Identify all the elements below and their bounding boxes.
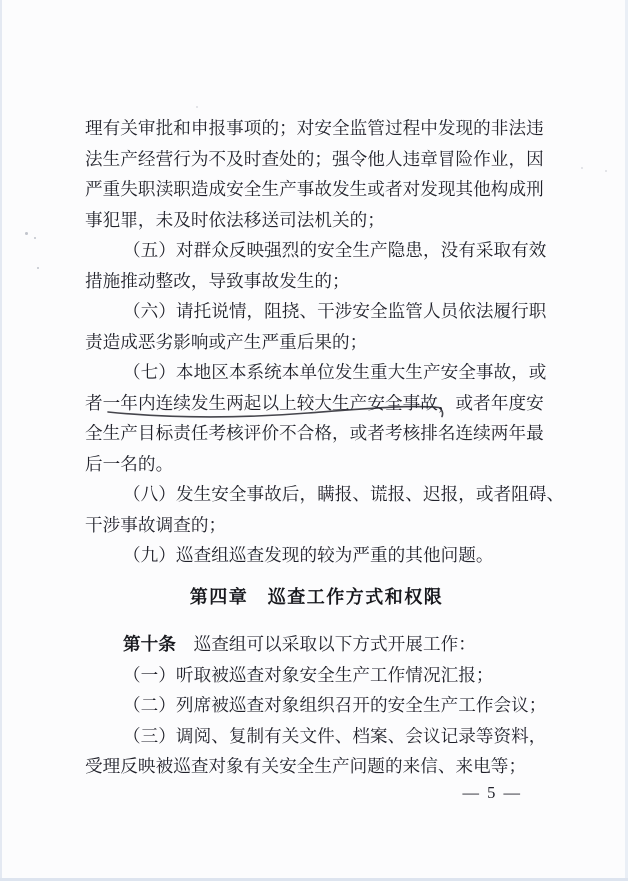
document-text-column (85, 113, 565, 782)
text-line (85, 510, 548, 541)
text-segment: （一）听取被巡查对象安全生产工作情况汇报； (123, 664, 494, 685)
text-line (85, 296, 548, 327)
text-line (85, 266, 548, 297)
text-line (85, 205, 548, 236)
text-segment: （六）请托说情，阻挠、干涉安全监管人员依法履行职 (123, 301, 547, 321)
text-line (85, 144, 548, 175)
text-line (85, 357, 548, 388)
text-line (85, 660, 548, 691)
text-line (85, 235, 548, 266)
scan-speck (605, 170, 607, 172)
text-line (85, 690, 548, 721)
text-line (85, 479, 565, 510)
text-line (85, 388, 548, 419)
scan-speck (25, 232, 28, 235)
text-segment: 第四章 巡查工作方式和权限 (189, 586, 444, 607)
text-line (85, 418, 548, 449)
pen-underlined-text: 一年内连续发生两起以上较大生产安全事故 (102, 392, 438, 413)
text-segment: （二）列席被巡查对象组织召开的安全生产工作会议； (123, 695, 547, 715)
text-segment: （八）发生安全事故后，瞒报、谎报、迟报，或者阻碍、 (123, 484, 565, 504)
text-segment: 全生产目标责任考核评价不合格，或者考核排名连续两年最 (85, 423, 544, 443)
scan-edge-left (0, 0, 2, 881)
text-segment: 理有关审批和申报事项的；对安全监管过程中发现的非法违 (85, 118, 544, 138)
text-line (85, 327, 548, 358)
text-segment: 后一名的。 (85, 453, 174, 474)
text-segment: 责造成恶劣影响或产生严重后果的； (85, 331, 368, 352)
article-number: 第十条 (123, 634, 176, 654)
text-segment: 巡查组可以采取以下方式开展工作： (175, 634, 476, 654)
text-line (85, 629, 548, 660)
text-line (85, 113, 548, 144)
text-segment: ，或者年度安 (437, 392, 544, 413)
text-line (85, 449, 548, 480)
text-segment: 事犯罪，未及时依法移送司法机关的； (85, 209, 385, 230)
scan-speck (581, 167, 583, 169)
text-segment: 严重失职渎职造成安全生产事故发生或者对发现其他构成刑 (85, 179, 544, 199)
text-segment: 法生产经营行为不及时查处的；强令他人违章冒险作业，因 (85, 148, 544, 169)
text-line (85, 721, 548, 752)
text-segment: 者 (85, 392, 103, 413)
text-line (85, 174, 548, 205)
scan-speck (34, 237, 36, 239)
text-line (85, 540, 548, 571)
text-segment: （五）对群众反映强烈的安全生产隐患，没有采取有效 (123, 240, 547, 260)
text-segment: 干涉事故调查的； (85, 514, 227, 535)
page-number: — 5 — (462, 783, 522, 802)
scan-speck (196, 106, 198, 108)
chapter-heading (85, 582, 548, 613)
text-segment: 受理反映被巡查对象有关安全生产问题的来信、来电等； (85, 756, 527, 776)
scan-speck (37, 267, 39, 269)
text-segment: （三）调阅、复制有关文件、档案、会议记录等资料， (123, 725, 547, 746)
text-segment: 措施推动整改，导致事故发生的； (85, 270, 350, 291)
text-line (85, 751, 548, 782)
text-segment: （九）巡查组巡查发现的较为严重的其他问题。 (123, 545, 494, 565)
text-segment: （七）本地区本系统本单位发生重大生产安全事故，或 (123, 362, 547, 382)
